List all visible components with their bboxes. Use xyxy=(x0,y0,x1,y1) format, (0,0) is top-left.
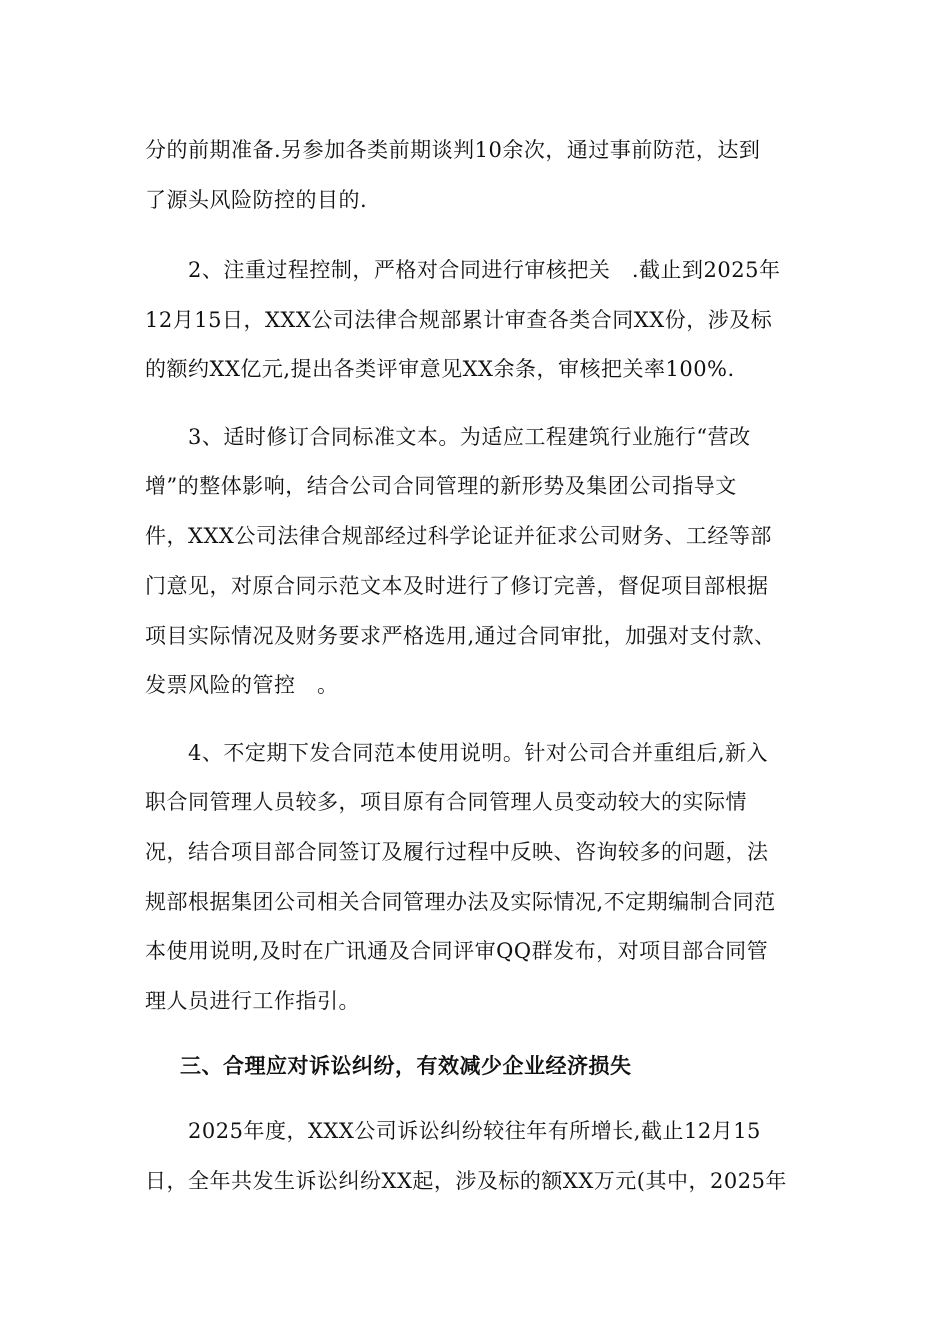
paragraph-line: 12月15日，XXX公司法律合规部累计审查各类合同XX份，涉及标 xyxy=(145,308,773,332)
paragraph-line: 发票风险的管控 。 xyxy=(145,673,339,697)
paragraph-line: 件，XXX公司法律合规部经过科学论证并征求公司财务、工经等部 xyxy=(145,524,772,548)
paragraph-line: 3、适时修订合同标准文本。为适应工程建筑行业施行“营改 xyxy=(188,425,751,449)
paragraph-line: 况，结合项目部合同签订及履行过程中反映、咨询较多的问题，法 xyxy=(145,840,769,864)
paragraph-line: 的额约XX亿元,提出各类评审意见XX余条，审核把关率100%. xyxy=(145,357,735,381)
paragraph-line: 了源头风险防控的目的. xyxy=(145,188,368,212)
paragraph-line: 2025年度，XXX公司诉讼纠纷较往年有所增长,截止12月15 xyxy=(188,1119,761,1143)
paragraph-line: 职合同管理人员较多，项目原有合同管理人员变动较大的实际情 xyxy=(145,790,747,814)
section-heading: 三、合理应对诉讼纠纷，有效减少企业经济损失 xyxy=(180,1054,632,1078)
paragraph-line: 分的前期准备.另参加各类前期谈判10余次，通过事前防范，达到 xyxy=(145,138,761,162)
paragraph-line: 门意见，对原合同示范文本及时进行了修订完善，督促项目部根据 xyxy=(145,574,769,598)
paragraph-line: 本使用说明,及时在广讯通及合同评审QQ群发布，对项目部合同管 xyxy=(145,939,769,963)
paragraph-line: 日，全年共发生诉讼纠纷XX起，涉及标的额XX万元(其中，2025年 xyxy=(145,1169,787,1193)
paragraph-line: 增”的整体影响，结合公司合同管理的新形势及集团公司指导文 xyxy=(145,474,737,498)
paragraph-line: 理人员进行工作指引。 xyxy=(145,989,360,1013)
paragraph-line: 规部根据集团公司相关合同管理办法及实际情况,不定期编制合同范 xyxy=(145,890,776,914)
paragraph-line: 4、不定期下发合同范本使用说明。针对公司合并重组后,新入 xyxy=(188,741,769,765)
paragraph-line: 2、注重过程控制，严格对合同进行审核把关 .截止到2025年 xyxy=(188,258,781,282)
paragraph-line: 项目实际情况及财务要求严格选用,通过合同审批，加强对支付款、 xyxy=(145,624,776,648)
